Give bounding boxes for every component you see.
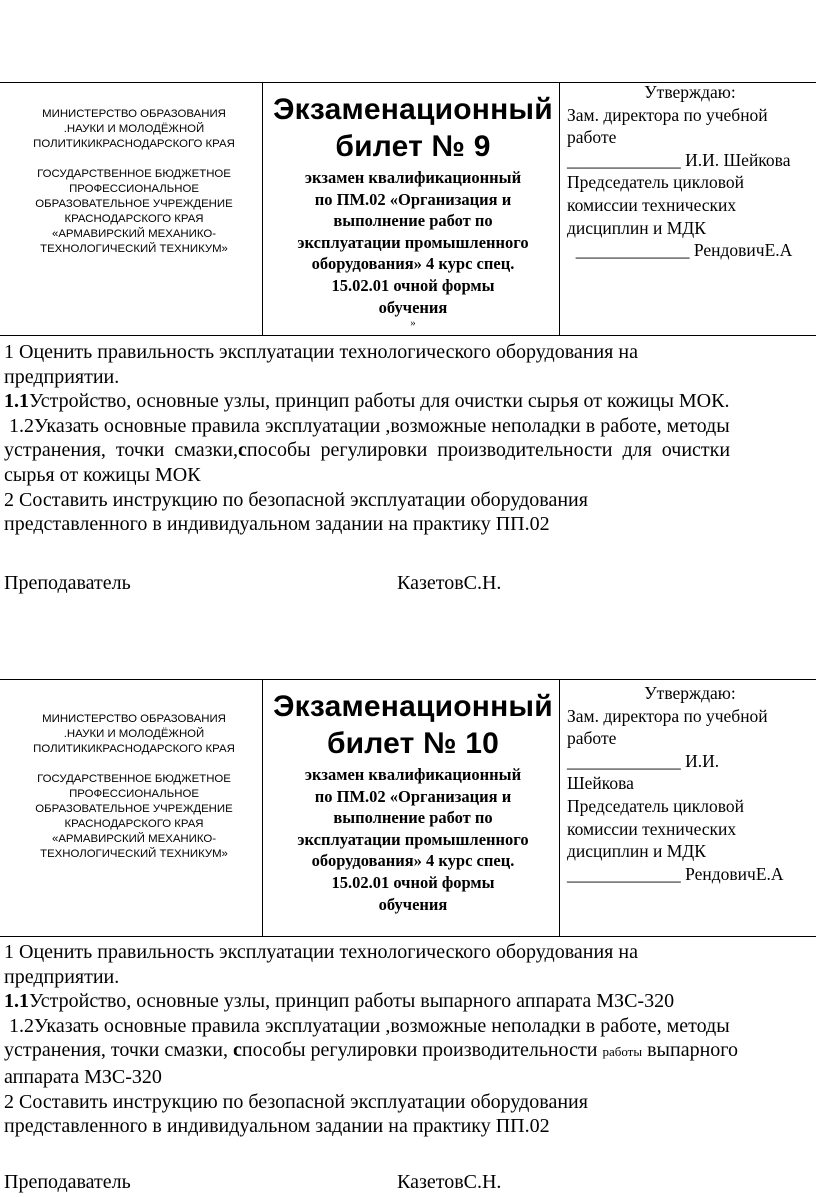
approval-heading: Утверждаю: — [644, 683, 736, 703]
exam-description-line: по ПМ.02 «Организация и — [314, 786, 512, 806]
institution-line: МИНИСТЕРСТВО ОБРАЗОВАНИЯ — [42, 713, 226, 725]
teacher-label: Преподаватель — [4, 572, 131, 594]
institution-line: .НАУКИ И МОЛОДЁЖНОЙ — [63, 123, 205, 135]
question-1-2: 1.2Указать основные правила эксплуатации ,возможные неполадки в работе, методы — [4, 1014, 730, 1037]
question-1-cont: предприятии. — [4, 365, 120, 388]
institution-line: МИНИСТЕРСТВО ОБРАЗОВАНИЯ — [42, 108, 226, 120]
question-1-2-cont: устранения, точки смазки, способы регулировки производительности работы выпарного — [4, 1039, 738, 1062]
exam-description-line: выполнение работ по — [333, 808, 493, 828]
ticket-number: билет № 10 — [326, 727, 500, 760]
institution-line: КРАСНОДАРСКОГО КРАЯ — [64, 213, 204, 225]
exam-description-line: оборудования» 4 курс спец. — [311, 254, 515, 274]
signature-line: _____________ И.И. — [567, 750, 720, 771]
approval-line: Зам. директора по учебной — [567, 104, 768, 125]
approval-line: дисциплин и МДК — [567, 217, 706, 238]
institution-line: ПОЛИТИКИКРАСНОДАРСКОГО КРАЯ — [33, 743, 235, 755]
signature-line: _____________ РендовичЕ.А — [567, 863, 784, 884]
approval-line: комиссии технических — [567, 194, 737, 215]
approval-block — [567, 81, 816, 262]
institution-block — [8, 712, 260, 862]
exam-description-line: экзамен квалификационный — [304, 168, 522, 187]
question-number: 1.1 — [4, 990, 29, 1013]
teacher-name: КазетовС.Н. — [397, 1171, 502, 1193]
question-2: 2 Составить инструкцию по безопасной эксплуатации оборудования — [4, 488, 588, 511]
exam-description-line: по ПМ.02 «Организация и — [314, 189, 512, 209]
question-number: 1.1 — [4, 390, 29, 413]
question-1-1: 1.1Устройство, основные узлы, принцип работы выпарного аппарата МЗС-320 — [4, 990, 675, 1013]
institution-line: ТЕХНОЛОГИЧЕСКИЙ ТЕХНИКУМ» — [40, 848, 228, 860]
signature-line: _____________ И.И. Шейкова — [567, 149, 791, 170]
approval-line: Зам. директора по учебной — [567, 705, 768, 726]
approval-block — [567, 682, 816, 885]
exam-description-line: 15.02.01 очной формы — [331, 872, 495, 892]
column-divider — [559, 83, 560, 335]
exam-description-line: экзамен квалификационный — [304, 765, 522, 784]
signature-line: _____________ РендовичЕ.А — [567, 240, 793, 261]
exam-description-line: оборудования» 4 курс спец. — [311, 851, 515, 871]
institution-line: ОБРАЗОВАТЕЛЬНОЕ УЧРЕЖДЕНИЕ — [35, 198, 233, 210]
institution-line: ПРОФЕССИОНАЛЬНОЕ — [69, 788, 199, 800]
institution-line: ТЕХНОЛОГИЧЕСКИЙ ТЕХНИКУМ» — [40, 243, 228, 255]
question-2: 2 Составить инструкцию по безопасной эксплуатации оборудования — [4, 1090, 588, 1113]
ticket-title-block — [268, 688, 558, 915]
institution-line: ГОСУДАРСТВЕННОЕ БЮДЖЕТНОЕ — [37, 168, 231, 180]
institution-line: ПРОФЕССИОНАЛЬНОЕ — [69, 183, 199, 195]
exam-description-line: эксплуатации промышленного — [297, 232, 529, 252]
ticket-title: Экзаменационный — [273, 690, 553, 723]
question-1-2-cont: устранения, точки смазки,способы регулировки производительности для очистки — [4, 439, 731, 462]
approval-line: комиссии технических — [567, 818, 737, 839]
exam-description — [268, 167, 558, 318]
institution-line: .НАУКИ И МОЛОДЁЖНОЙ — [63, 728, 205, 740]
teacher-name: КазетовС.Н. — [397, 572, 502, 594]
approval-line: Шейкова — [567, 773, 634, 794]
ticket-title-block — [268, 91, 558, 329]
question-1-2-cont: сырья от кожицы МОК — [4, 463, 201, 486]
approval-heading: Утверждаю: — [644, 82, 736, 102]
exam-description-line: выполнение работ по — [333, 211, 493, 231]
ticket-questions — [4, 340, 812, 537]
teacher-label: Преподаватель — [4, 1171, 131, 1193]
institution-line: «АРМАВИРСКИЙ МЕХАНИКО- — [52, 833, 216, 845]
approval-line: работе — [567, 728, 617, 749]
institution-block — [8, 107, 260, 257]
exam-description-line: 15.02.01 очной формы — [331, 275, 495, 295]
ticket-header — [0, 679, 816, 937]
exam-description-line: обучения — [378, 894, 448, 914]
ticket-questions — [4, 940, 812, 1139]
question-1: 1 Оценить правильность эксплуатации технологического оборудования на — [4, 941, 638, 963]
column-divider — [559, 680, 560, 936]
column-divider — [262, 83, 263, 335]
institution-line: ОБРАЗОВАТЕЛЬНОЕ УЧРЕЖДЕНИЕ — [35, 803, 233, 815]
ticket-number: билет № 9 — [335, 130, 491, 163]
question-1-2-cont: аппарата МЗС-320 — [4, 1065, 162, 1088]
institution-line: ГОСУДАРСТВЕННОЕ БЮДЖЕТНОЕ — [37, 773, 231, 785]
exam-description-line: эксплуатации промышленного — [297, 829, 529, 849]
exam-description-line: обучения — [378, 297, 448, 317]
exam-description — [268, 764, 558, 915]
ticket-header — [0, 82, 816, 336]
question-1-2: 1.2Указать основные правила эксплуатации ,возможные неполадки в работе, методы — [4, 414, 730, 437]
approval-line: Председатель цикловой — [567, 795, 745, 816]
question-2-cont: представленного в индивидуальном задании на практику ПП.02 — [4, 513, 550, 536]
stray-quote: » — [410, 317, 416, 330]
question-1: 1 Оценить правильность эксплуатации технологического оборудования на — [4, 341, 638, 363]
question-2-cont: представленного в индивидуальном задании на практику ПП.02 — [4, 1115, 550, 1138]
institution-line: КРАСНОДАРСКОГО КРАЯ — [64, 818, 204, 830]
approval-line: дисциплин и МДК — [567, 841, 706, 862]
column-divider — [262, 680, 263, 936]
question-1-cont: предприятии. — [4, 965, 120, 988]
institution-line: «АРМАВИРСКИЙ МЕХАНИКО- — [52, 228, 216, 240]
institution-line: ПОЛИТИКИКРАСНОДАРСКОГО КРАЯ — [33, 138, 235, 150]
question-1-1: 1.1Устройство, основные узлы, принцип работы для очистки сырья от кожицы МОК. — [4, 390, 730, 413]
approval-line: работе — [567, 127, 617, 148]
ticket-title: Экзаменационный — [273, 93, 553, 126]
approval-line: Председатель цикловой — [567, 172, 745, 193]
